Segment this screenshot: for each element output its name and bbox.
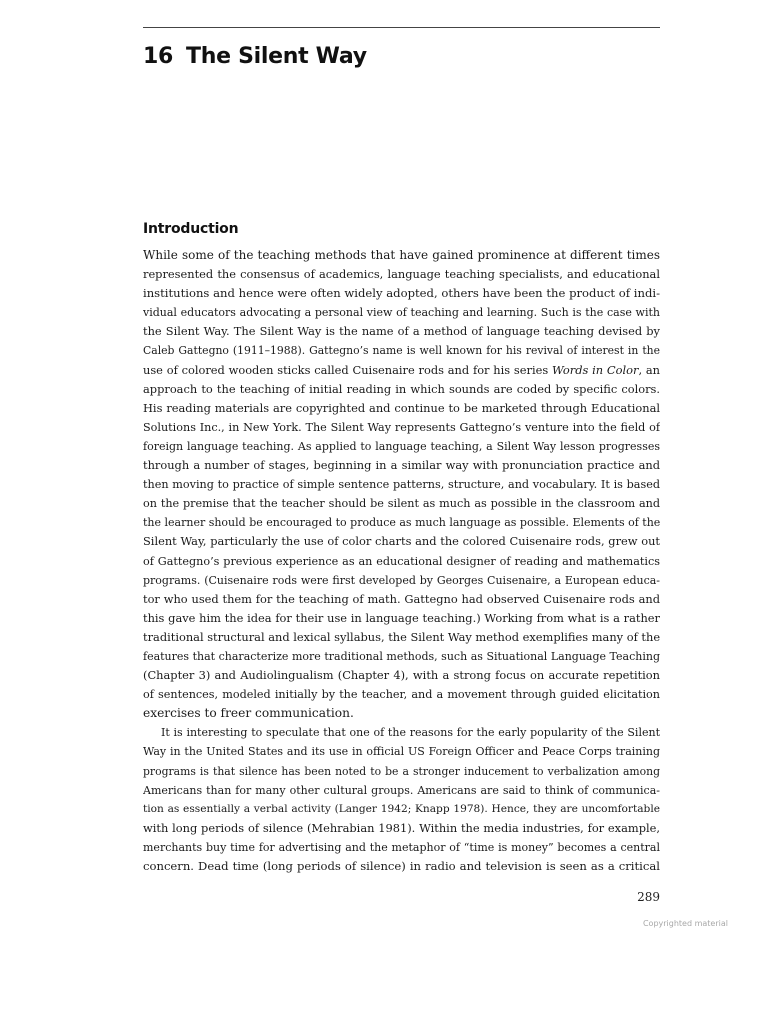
- text-line: represented the consensus of academics, language teaching specialists, and educational: [143, 267, 660, 282]
- top-rule: [143, 27, 660, 28]
- chapter-title: [143, 44, 367, 69]
- chapter-number: 16: [143, 44, 174, 69]
- text-line: Americans than for many other cultural groups. Americans are said to think of communica-: [143, 783, 660, 797]
- text-line: It is interesting to speculate that one of the reasons for the early popularity of the Silent: [161, 726, 660, 740]
- text-line: Solutions Inc., in New York. The Silent Way represents Gattegno’s venture into the field of: [143, 420, 660, 434]
- text-line: tion as essentially a verbal activity (Langer 1942; Knapp 1978). Hence, they are uncomfortable: [143, 802, 660, 815]
- section-heading: Introduction: [143, 221, 239, 237]
- text-line: use of colored wooden sticks called Cuisenaire rods and for his series Words in Color, an: [143, 362, 660, 377]
- text-line: of Gattegno’s previous experience as an educational designer of reading and mathematics: [143, 554, 660, 568]
- paragraph-2: [143, 723, 660, 876]
- text-line: tor who used them for the teaching of math. Gattegno had observed Cuisenaire rods and: [143, 591, 660, 606]
- text-line: merchants buy time for advertising and the metaphor of “time is money” becomes a central: [143, 840, 660, 854]
- text-line: through a number of stages, beginning in a similar way with pronunciation practice and: [143, 458, 660, 473]
- text-line: with long periods of silence (Mehrabian 1981). Within the media industries, for example,: [143, 820, 660, 835]
- text-line: concern. Dead time (long periods of silence) in radio and television is seen as a critical: [143, 859, 660, 873]
- text-line: of sentences, modeled initially by the teacher, and a movement through guided elicitation: [143, 688, 660, 702]
- text-line: features that characterize more traditional methods, such as Situational Language Teaching: [143, 649, 660, 663]
- text-line: institutions and hence were often widely adopted, others have been the product of indi-: [143, 286, 660, 301]
- text-line: exercises to freer communication.: [143, 706, 354, 721]
- page-number: 289: [637, 890, 660, 904]
- text-line: (Chapter 3) and Audiolingualism (Chapter 4), with a strong focus on accurate repetition: [143, 668, 660, 683]
- text-line: Caleb Gattegno (1911–1988). Gattegno’s name is well known for his revival of interest in the: [143, 344, 660, 358]
- paragraph-1: [143, 246, 660, 723]
- copyright-watermark: Copyrighted material: [642, 919, 728, 928]
- text-line: programs. (Cuisenaire rods were first developed by Georges Cuisenaire, a European educa-: [143, 573, 660, 587]
- text-line: Way in the United States and its use in official US Foreign Officer and Peace Corps training: [143, 745, 660, 759]
- text-line: programs is that silence has been noted to be a stronger inducement to verbalization among: [143, 764, 660, 778]
- text-line: the Silent Way. The Silent Way is the name of a method of language teaching devised by: [143, 324, 660, 339]
- text-line: then moving to practice of simple sentence patterns, structure, and vocabulary. It is based: [143, 478, 660, 492]
- text-line: on the premise that the teacher should be silent as much as possible in the classroom and: [143, 497, 660, 511]
- text-line: approach to the teaching of initial reading in which sounds are coded by specific colors.: [143, 381, 660, 396]
- body-text: [143, 246, 660, 876]
- text-line: the learner should be encouraged to produce as much language as possible. Elements of the: [143, 516, 660, 530]
- text-line: this gave him the idea for their use in language teaching.) Working from what is a rather: [143, 610, 660, 625]
- text-line: traditional structural and lexical syllabus, the Silent Way method exemplifies many of the: [143, 629, 660, 644]
- text-line: While some of the teaching methods that have gained prominence at different times: [143, 248, 660, 262]
- text-line: vidual educators advocating a personal view of teaching and learning. Such is the case with: [143, 306, 660, 320]
- text-line: foreign language teaching. As applied to language teaching, a Silent Way lesson progresses: [143, 439, 660, 453]
- chapter-title-text: The Silent Way: [186, 44, 367, 69]
- text-line: His reading materials are copyrighted and continue to be marketed through Educational: [143, 400, 660, 415]
- text-line: Silent Way, particularly the use of color charts and the colored Cuisenaire rods, grew out: [143, 534, 660, 549]
